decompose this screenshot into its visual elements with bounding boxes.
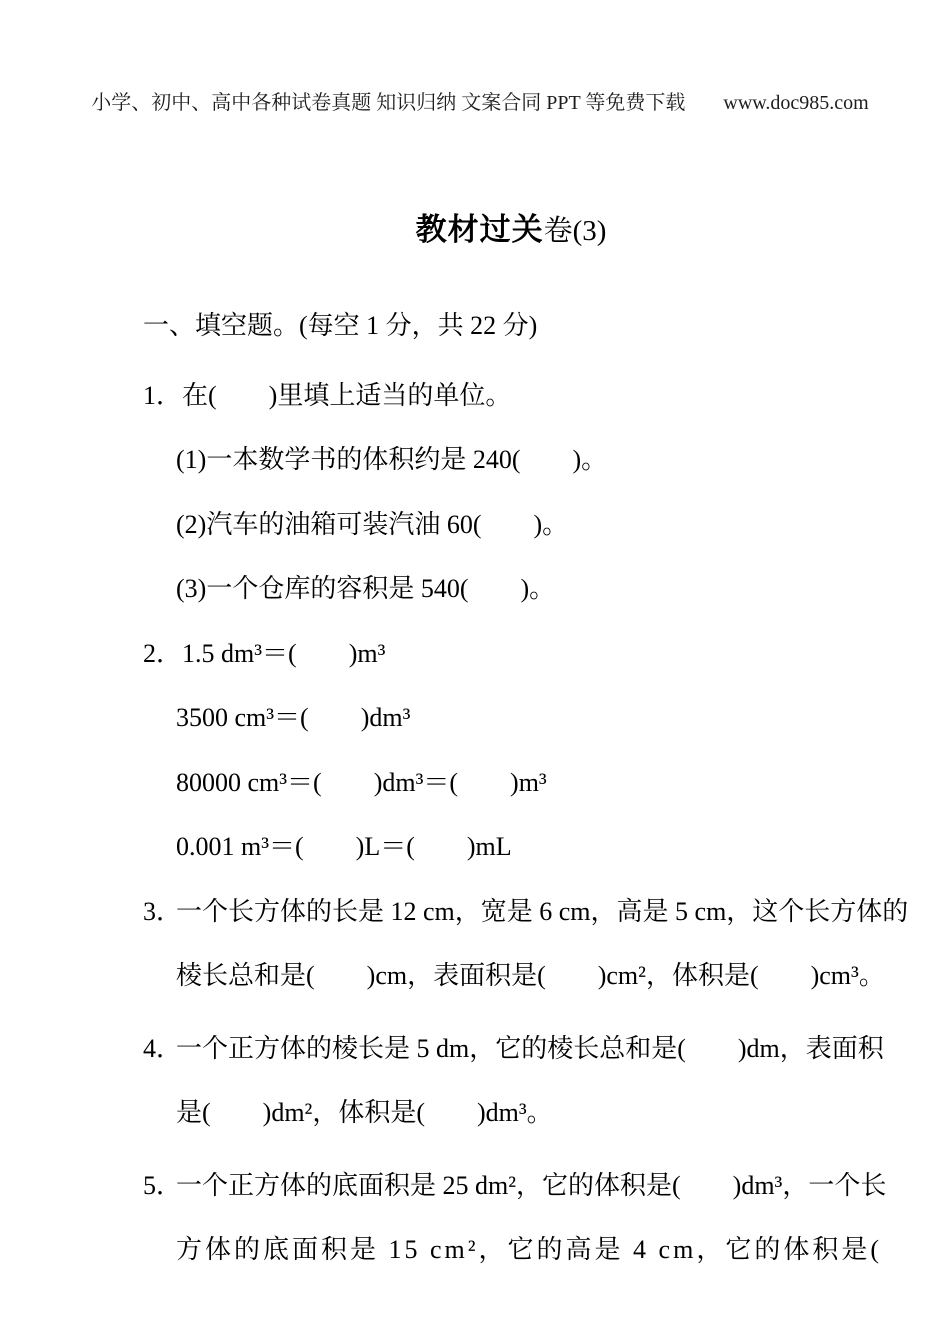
question-1-subitem-1: (1)一本数学书的体积约是 240( )。	[176, 445, 608, 475]
paper-title-emphasis: 教材过关	[415, 212, 544, 247]
question-2-number: 2．	[143, 638, 183, 668]
paper-title	[143, 176, 850, 285]
question-1-line	[143, 361, 850, 426]
question-3-text-1: 一个长方体的长是 12 cm，宽是 6 cm，高是 5 cm，这个长方体的	[176, 896, 909, 926]
question-3-number: 3．	[143, 896, 183, 926]
question-2-text-1: 1.5 dm³＝( )m³	[182, 638, 386, 668]
paper-title-rest: 卷(3)	[543, 215, 607, 247]
question-3-line-1	[143, 877, 909, 942]
header-promo-text: 小学、初中、高中各种试卷真题 知识归纳 文案合同 PPT 等免费下载	[91, 92, 686, 114]
header-site-url: www.doc985.com	[723, 92, 869, 114]
question-4-line-1	[143, 1014, 884, 1079]
question-4-number: 4．	[143, 1033, 183, 1063]
document-body	[0, 176, 950, 1280]
question-5-line-2: 方体的底面积是 15 cm²，它的高是 4 cm，它的体积是(	[176, 1235, 882, 1265]
question-5-line-1	[143, 1151, 887, 1216]
question-1-number: 1．	[143, 380, 183, 410]
page-header	[0, 0, 950, 118]
question-2-line-3: 80000 cm³＝( )dm³＝( )m³	[176, 767, 547, 797]
question-2-line-4: 0.001 m³＝( )L＝( )mL	[176, 832, 512, 862]
question-4-line-2: 是( )dm²，体积是( )dm³。	[176, 1098, 553, 1128]
question-5-text-1: 一个正方体的底面积是 25 dm²，它的体积是( )dm³，一个长	[176, 1170, 887, 1200]
section-heading-fill-blanks: 一、填空题。(每空 1 分，共 22 分)	[143, 311, 538, 340]
question-2-line-2: 3500 cm³＝( )dm³	[176, 703, 411, 733]
question-3-line-2: 棱长总和是( )cm，表面积是( )cm²，体积是( )cm³。	[176, 961, 885, 991]
question-1-subitem-3: (3)一个仓库的容积是 540( )。	[176, 574, 556, 604]
question-2-line-1	[143, 619, 850, 684]
question-list	[143, 361, 909, 1280]
question-1-subitem-2: (2)汽车的油箱可装汽油 60( )。	[176, 509, 569, 539]
question-1-text: 在( )里填上适当的单位。	[182, 380, 512, 410]
question-4-text-1: 一个正方体的棱长是 5 dm，它的棱长总和是( )dm，表面积	[176, 1033, 884, 1063]
question-5-number: 5．	[143, 1170, 183, 1200]
